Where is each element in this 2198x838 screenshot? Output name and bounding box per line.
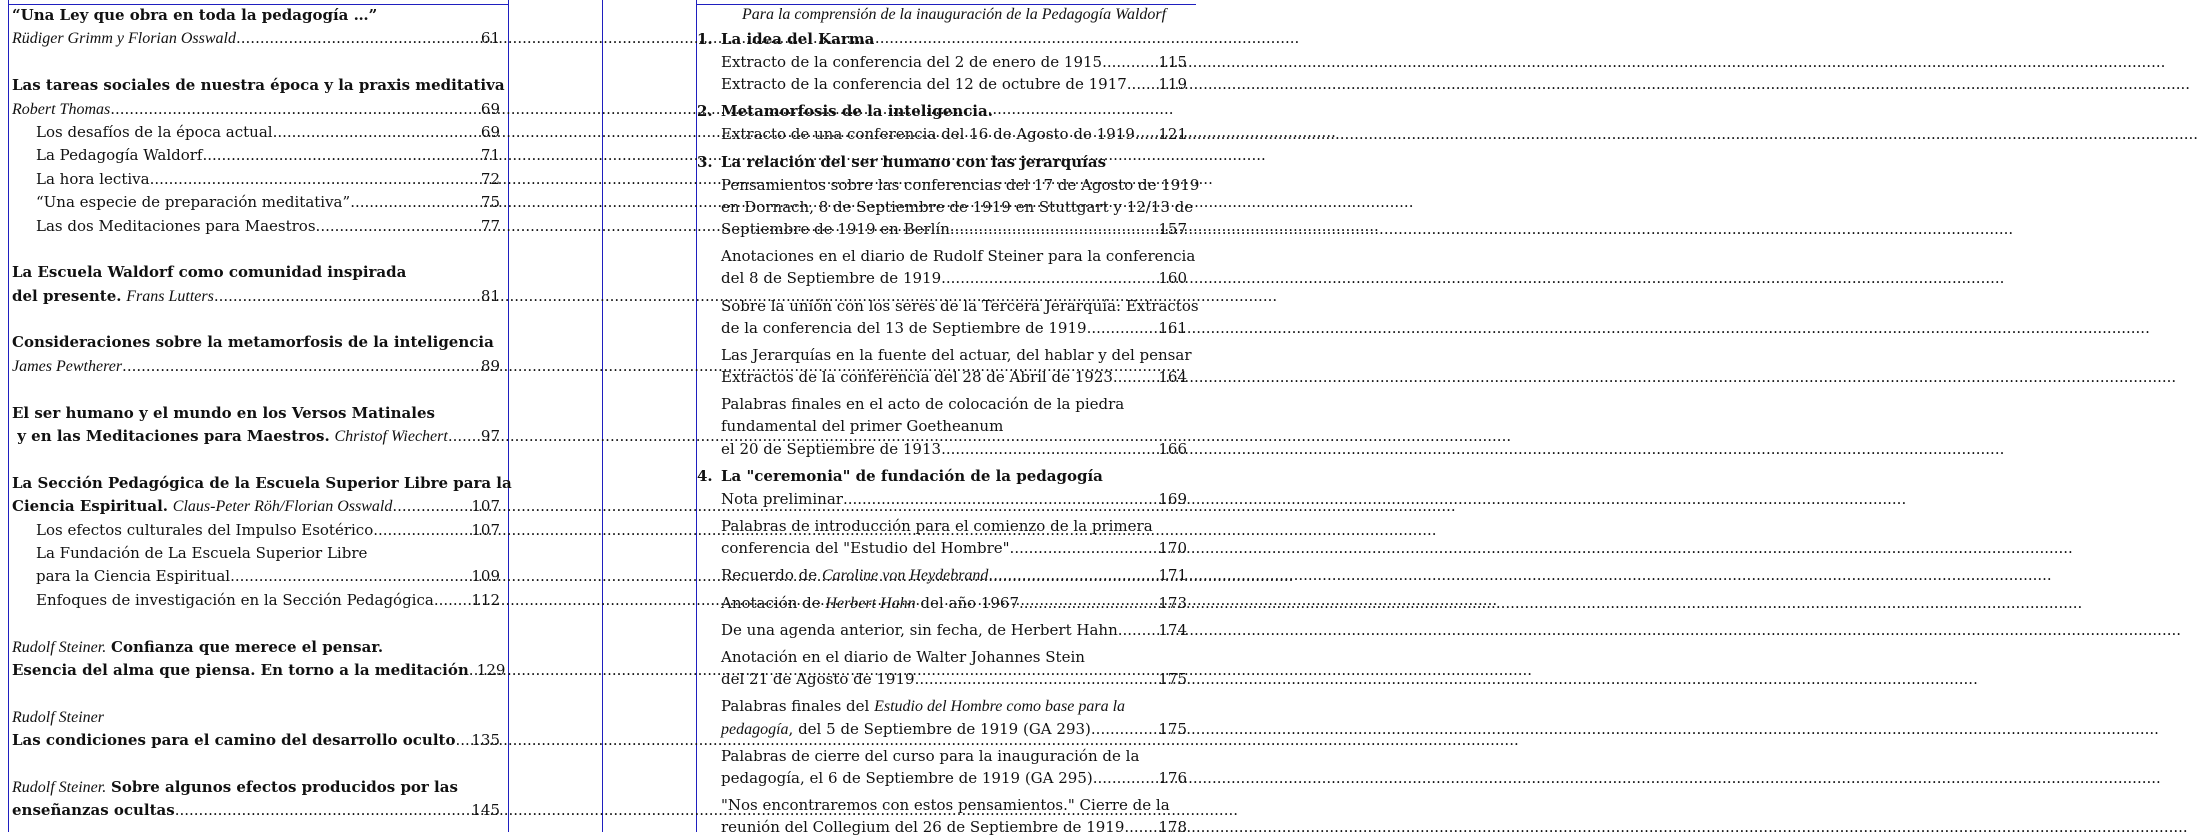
- toc-entry-author-line: Robert Thomas ..... 69: [12, 98, 500, 121]
- toc-item-line: Sobre la unión con los seres de la Tercera Jerarquía: Extractos: [721, 296, 1199, 315]
- toc-right-column: [697, 5, 1200, 838]
- toc-item-line: Las Jerarquías en la fuente del actuar, del hablar y del pensar: [721, 345, 1192, 364]
- toc-entry-title: Rudolf Steiner. Sobre algunos efectos producidos por las: [12, 777, 458, 796]
- section-heading: 3. La relación del ser humano con las jerarquías: [697, 152, 1107, 171]
- toc-item: del 21 de Agosto de 1919 ..... 175: [697, 668, 1187, 690]
- toc-entry-title-line2: y en las Meditaciones para Maestros. Christof Wiechert ..... 97: [12, 425, 500, 448]
- toc-item: Recuerdo de Caroline von Heydebrand ..... 171: [697, 564, 1187, 586]
- toc-entry-title: Las condiciones para el camino del desarrollo oculto ..... 135: [12, 729, 500, 752]
- toc-subentry: La Fundación de La Escuela Superior Libre: [36, 543, 368, 562]
- toc-item: del 8 de Septiembre de 1919 ..... 160: [697, 267, 1187, 289]
- toc-item: pedagogía, del 5 de Septiembre de 1919 (GA 293). ..... 175: [697, 718, 1187, 740]
- toc-subentry: Los efectos culturales del Impulso Esotérico ..... 107: [12, 519, 500, 542]
- toc-item: el 20 de Septiembre de 1913 ..... 166: [697, 438, 1187, 460]
- toc-item-line: Palabras finales del Estudio del Hombre como base para la: [721, 697, 1126, 716]
- toc-entry-title: La Sección Pedagógica de la Escuela Superior Libre para la: [12, 473, 512, 492]
- toc-item: conferencia del "Estudio del Hombre" ..... 170: [697, 537, 1187, 559]
- section-heading: 2. Metamorfosis de la inteligencia.: [697, 102, 993, 121]
- toc-entry-title-line2: del presente. Frans Lutters ..... 81: [12, 285, 500, 308]
- toc-item: Extracto de la conferencia del 2 de enero de 1915 ..... 115: [697, 51, 1187, 73]
- toc-entry-title: Consideraciones sobre la metamorfosis de la inteligencia: [12, 333, 494, 352]
- toc-subentry: para la Ciencia Espiritual ..... 109: [12, 565, 500, 588]
- toc-subentry: La hora lectiva ..... 72: [12, 168, 500, 191]
- toc-entry-author-line: James Pewtherer ..... 89: [12, 355, 500, 378]
- toc-item: Anotación de Herbert Hahn del año 1967 ..... 173: [697, 592, 1187, 614]
- toc-entry-author-line: Rüdiger Grimm y Florian Osswald ..... 61: [12, 27, 500, 50]
- toc-subentry: Los desafíos de la época actual ..... 69: [12, 121, 500, 144]
- toc-item-line: Anotaciones en el diario de Rudolf Steiner para la conferencia: [721, 247, 1196, 266]
- toc-item: pedagogía, el 6 de Septiembre de 1919 (GA 295). ..... 176: [697, 767, 1187, 789]
- toc-item-line: en Dornach, 8 de Septiembre de 1919 en Stuttgart y 12/13 de: [721, 197, 1194, 216]
- frame-line-left: [8, 0, 9, 832]
- toc-item: De una agenda anterior, sin fecha, de Herbert Hahn ..... 174: [697, 619, 1187, 641]
- toc-item-line: Anotación en el diario de Walter Johannes Stein: [721, 647, 1085, 666]
- toc-item-line: Pensamientos sobre las conferencias del 17 de Agosto de 1919: [721, 175, 1200, 194]
- toc-entry-title: Rudolf Steiner. Confianza que merece el pensar.: [12, 637, 384, 656]
- toc-item: Nota preliminar ..... 169: [697, 488, 1187, 510]
- toc-item: Septiembre de 1919 en Berlín ..... 157: [697, 218, 1187, 240]
- toc-subentry: Las dos Meditaciones para Maestros ..... 77: [12, 215, 500, 238]
- toc-subentry: Enfoques de investigación en la Sección Pedagógica ..... 112: [12, 589, 500, 612]
- section-heading: 4. La "ceremonia" de fundación de la pedagogía: [697, 466, 1103, 485]
- toc-subentry: La Pedagogía Waldorf ..... 71: [12, 144, 500, 167]
- toc-entry-title: “Una Ley que obra en toda la pedagogía …”: [12, 6, 378, 24]
- section-heading: 1. La idea del Karma: [697, 30, 875, 48]
- toc-item: Extracto de una conferencia del 16 de Agosto de 1919 ..... 121: [697, 123, 1187, 145]
- toc-entry-author: Rudolf Steiner: [12, 708, 104, 726]
- toc-item: reunión del Collegium del 26 de Septiembre de 1919 ..... 178: [697, 816, 1187, 838]
- toc-entry-title: Las tareas sociales de nuestra época y la praxis meditativa: [12, 76, 505, 95]
- toc-item-line: "Nos encontraremos con estos pensamientos." Cierre de la: [721, 796, 1170, 815]
- toc-item: Extractos de la conferencia del 28 de Abril de 1923 ..... 164: [697, 366, 1187, 388]
- toc-left-column: [12, 4, 512, 823]
- section-header: Para la comprensión de la inauguración de la Pedagogía Waldorf: [741, 6, 1167, 23]
- toc-entry-title-line2: enseñanzas ocultas ..... 145: [12, 799, 500, 822]
- toc-item: de la conferencia del 13 de Septiembre de 1919 ..... 161: [697, 317, 1187, 339]
- toc-item-line: Palabras de cierre del curso para la inauguración de la: [721, 746, 1140, 765]
- toc-item-line: Palabras finales en el acto de colocación de la piedra: [721, 395, 1125, 414]
- toc-entry-title-line2: Esencia del alma que piensa. En torno a la meditación ..... 129: [12, 659, 500, 682]
- toc-item-line: Palabras de introducción para el comienzo de la primera: [721, 517, 1153, 535]
- toc-entry-title: El ser humano y el mundo en los Versos Matinales: [12, 403, 435, 422]
- toc-item: Extracto de la conferencia del 12 de octubre de 1917 ..... 119: [697, 73, 1187, 95]
- toc-subentry: “Una especie de preparación meditativa” ..... 75: [12, 191, 500, 214]
- toc-item-line: fundamental del primer Goetheanum: [721, 417, 1004, 436]
- toc-entry-title-line2: Ciencia Espiritual. Claus-Peter Röh/Florian Osswald ..... 107: [12, 495, 500, 518]
- toc-entry-title: La Escuela Waldorf como comunidad inspirada: [12, 263, 407, 282]
